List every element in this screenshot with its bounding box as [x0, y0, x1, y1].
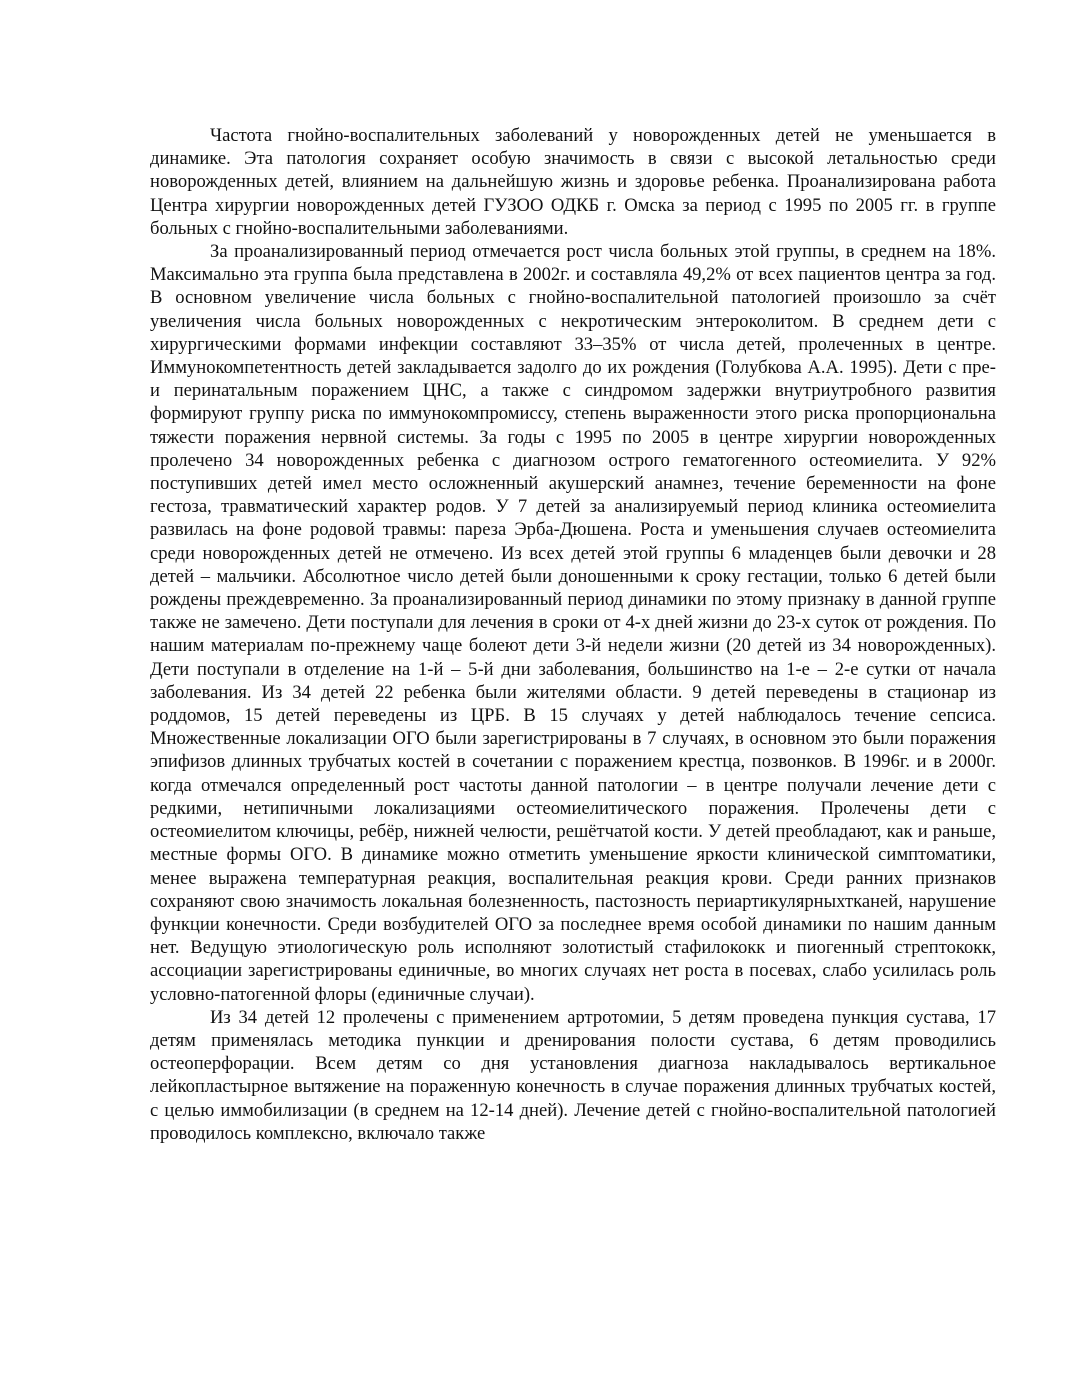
- document-page: [150, 124, 996, 1145]
- paragraph-treatment: Из 34 детей 12 пролечены с применением артротомии, 5 детям проведена пункция сустава, 17 детям применялась методика пункции и дренирования полости сустава, 6 детям проводились остеоперфорации. Всем детям со дня установления диагноза накладывалось вертикальное лейкопластырное вытяжение на пораженную конечность в случае поражения длинных трубчатых костей, с целью иммобилизации (в среднем на 12-14 дней). Лечение детей с гнойно-воспалительной патологией проводилось комплексно, включало также: [150, 1006, 996, 1144]
- paragraph-analysis: За проанализированный период отмечается рост числа больных этой группы, в среднем на 18%. Максимально эта группа была представлена в 2002г. и составляла 49,2% от всех пациентов центра за год. В основном увеличение числа больных с гнойно-воспалительной патологией произошло за счёт увеличения числа больных новорожденных с некротическим энтероколитом. В среднем дети с хирургическими формами инфекции составляют 33–35% от числа детей, пролеченных в центре. Иммунокомпетентность детей закладывается задолго до их рождения (Голубкова А.А. 1995). Дети с пре- и перинатальным поражением ЦНС, а также с синдромом задержки внутриутробного развития формируют группу риска по иммунокомпромиссу, степень выраженности этого риска пропорциональна тяжести поражения нервной системы. За годы с 1995 по 2005 в центре хирургии новорожденных пролечено 34 новорожденных ребенка с диагнозом острого гематогенного остеомиелита. У 92% поступивших детей имел место осложненный акушерский анамнез, течение беременности на фоне гестоза, травматический характер родов. У 7 детей за анализируемый период клиника остеомиелита развилась на фоне родовой травмы: пареза Эрба-Дюшена. Роста и уменьшения случаев остеомиелита среди новорожденных детей не отмечено. Из всех детей этой группы 6 младенцев были девочки и 28 детей – мальчики. Абсолютное число детей были доношенными к сроку гестации, только 6 детей были рождены преждевременно. За проанализированный период динамики по этому признаку в данной группе также не замечено. Дети поступали для лечения в сроки от 4-х дней жизни до 23-х суток от рождения. По нашим материалам по-прежнему чаще болеют дети 3-й недели жизни (20 детей из 34 новорожденных). Дети поступали в отделение на 1-й – 5-й дни заболевания, большинство на 1-е – 2-е сутки от начала заболевания. Из 34 детей 22 ребенка были жителями области. 9 детей переведены в стационар из роддомов, 15 детей переведены из ЦРБ. В 15 случаях у детей наблюдалось течение сепсиса. Множественные локализации ОГО были зарегистрированы в 7 случаях, в основном это были поражения эпифизов длинных трубчатых костей в сочетании с поражением крестца, позвонков. В 1996г. и в 2000г. когда отмечался определенный рост частоты данной патологии – в центре получали лечение дети с редкими, нетипичными локализациями остеомиелитического поражения. Пролечены дети с остеомиелитом ключицы, ребёр, нижней челюсти, решётчатой кости. У детей преобладают, как и раньше, местные формы ОГО. В динамике можно отметить уменьшение яркости клинической симптоматики, менее выражена температурная реакция, воспалительная реакция крови. Среди ранних признаков сохраняют свою значимость локальная болезненность, пастозность периартикулярныхтканей, нарушение функции конечности. Среди возбудителей ОГО за последнее время особой динамики по нашим данным нет. Ведущую этиологическую роль исполняют золотистый стафилококк и пиогенный стрептококк, ассоциации зарегистрированы единичные, во многих случаях нет роста в посевах, слабо усилилась роль условно-патогенной флоры (единичные случаи).: [150, 241, 996, 1005]
- paragraph-intro: Частота гнойно-воспалительных заболеваний у новорожденных детей не уменьшается в динамике. Эта патология сохраняет особую значимость в связи с высокой летальностью среди новорожденных детей, влиянием на дальнейшую жизнь и здоровье ребенка. Проанализирована работа Центра хирургии новорожденных детей ГУЗОО ОДКБ г. Омска за период с 1995 по 2005 гг. в группе больных с гнойно-воспалительными заболеваниями.: [150, 125, 996, 239]
